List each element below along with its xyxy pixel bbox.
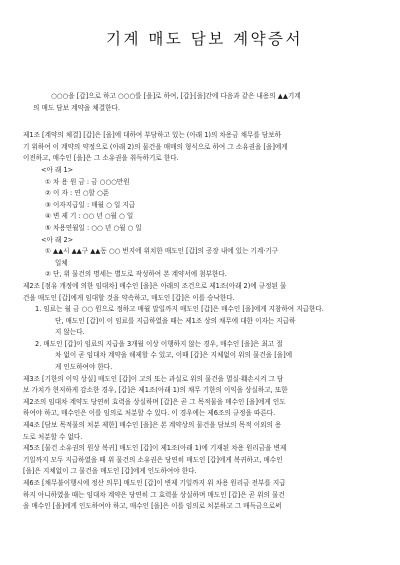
- note1-list: [23, 177, 386, 235]
- note1-item: ① 차 용 원 금 : 금 ○○○만원: [45, 177, 130, 186]
- article-line: 기 위하여 이 계약의 약정으로 (아래 2)의 물건을 매매의 형식으로 하여 그 소유권을 [을]에게: [23, 142, 288, 151]
- note1-item: ② 이 자 : 연 ○할 ○푼: [45, 189, 110, 198]
- note1-item: ④ 변 제 기 : ○○ 년 ○월 ○ 일: [45, 212, 134, 221]
- note2-item: ① ▲▲시 ▲▲구 ▲▲동 ○○ 번지에 위치한 매도인 [갑]의 공장 내에 있는 기계·기구: [45, 247, 279, 256]
- note2-item: 일체: [55, 258, 68, 267]
- article-1: [23, 130, 386, 165]
- article-5: [23, 443, 386, 478]
- article-6: [23, 478, 386, 513]
- note1-item: ③ 이자지급일 : 매월 ○ 일 지급: [45, 200, 136, 209]
- article-line: 제2조의 임대차 계약도 당연히 효력을 상실하며 [갑]은 곧 그 목적물을 매수인 [을]에게 인도: [23, 397, 286, 406]
- article-line: 이전하고, 매수인 [을]은 그 소유권을 취득하기로 한다.: [23, 154, 179, 163]
- article-3: [23, 374, 386, 420]
- article-line: 하지 아니하였을 때는 임대차 계약은 당연히 그 효력을 상실하며 매도인 [갑]은 곧 위의 물건: [23, 490, 285, 499]
- article-subclause: 게 인도하여야 한다.: [55, 363, 113, 372]
- article-4: [23, 420, 386, 443]
- article-line: 기일까지 모두 지급하였을 때 위 물건의 소유권은 당연히 매도인 [갑]에게 복귀하고, 매수인: [23, 455, 283, 464]
- article-subclause: 1. 임료는 월 금 ○○ 원으로 정하고 매월 말일까지 매도인 [갑]은 매수인 [을]에게 지참하여 지급한다.: [35, 305, 324, 314]
- intro-line: 의 매도 담보 계약을 체결한다.: [33, 103, 120, 112]
- article-line: 제2조 [점유 개정에 의한 임대차] 매수인 [을]은 아래의 조건으로 제1조(아래 2)에 규정된 물: [23, 281, 287, 290]
- article-subclause: 차 없이 곧 임대차 계약을 해제할 수 있고, 이때 [갑]은 지체없이 위의 물건을 [을]에: [55, 351, 293, 360]
- article-line: 하여야 하고, 매수인은 이를 임의로 처분할 수 있다. 이 경우에는 제6조의 규정을 따른다.: [23, 409, 276, 418]
- article-line: 제5조 [물건 소유권의 원상 복귀] 매도인 [갑]이 제1조(아래 1)에 기재된 차용 원리금을 변제: [23, 444, 287, 453]
- note2-item: ② 단, 위 물건의 명세는 별도로 작성하여 본 계약서에 첨부한다.: [45, 270, 227, 279]
- note2-label: <아 래 2>: [41, 235, 74, 244]
- article-line: [을]은 지체없이 그 물건을 매도인 [갑]에게 인도하여야 한다.: [23, 467, 197, 476]
- note1-label: <아 래 1>: [41, 165, 74, 174]
- article-subclause: 2. 매도인 [갑]이 임료의 지급을 3개월 이상 이행하지 않는 경우, 매수인 [을]은 최고 절: [35, 339, 283, 348]
- article-line: 제4조 [담보 목적물의 처분 제한] 매수인 [을]은 본 계약상의 물건을 담보의 목적 이외의 용: [23, 421, 282, 430]
- article-line: 제1조 [계약의 체결] [갑]은 [을]에 대하여 부담하고 있는 (아래 1)의 차용금 채무를 담보하: [23, 131, 281, 140]
- article-subclause: 지 않는다.: [55, 328, 85, 337]
- article-2: [23, 281, 386, 374]
- intro-paragraph: [23, 91, 386, 114]
- article-line: 건을 매도인 [갑]에게 임대할 것을 약속하고, 매도인 [갑]은 이를 승낙한다.: [23, 293, 235, 302]
- article-line: 을 매수인 [을]에게 인도하여야 하고, 매수인 [을]은 이를 임의로 처분하고 그 매득금으로써: [23, 502, 282, 511]
- intro-line: ○○○을 [갑]으로 하고 ○○○를 [을]로 하여, [갑]·[을]간에 다음과 같은 내용의 ▲▲기계: [51, 92, 301, 100]
- note2-list: [23, 246, 386, 281]
- article-line: 제3조 [기한의 이익 상실] 매도인 [갑]이 고의 또는 과실로 위의 물건을 멸실·훼손시켜 그 담: [23, 374, 284, 383]
- article-subclause: 단, 매도인 [갑]이 이 임료를 지급하였을 때는 제1조 상의 채무에 대한 이자는 지급하: [55, 316, 296, 325]
- article-line: 도로 처분할 수 없다.: [23, 432, 83, 441]
- article-line: 제6조 [채무불이행시에 정산 의무] 매도인 [갑]이 변제 기일까지 위 차용 원리금 전부를 지급: [23, 479, 286, 487]
- note1-item: ⑤ 차용연월일 : ○○ 년 ○월 ○ 일: [45, 223, 142, 232]
- document-title: 기계 매도 담보 계약증서: [105, 30, 303, 48]
- article-line: 보 가치가 현저하게 감소한 경우, [갑]은 제1조(아래 1)의 채무 기한의 이익을 상실하고, 또한: [23, 386, 288, 395]
